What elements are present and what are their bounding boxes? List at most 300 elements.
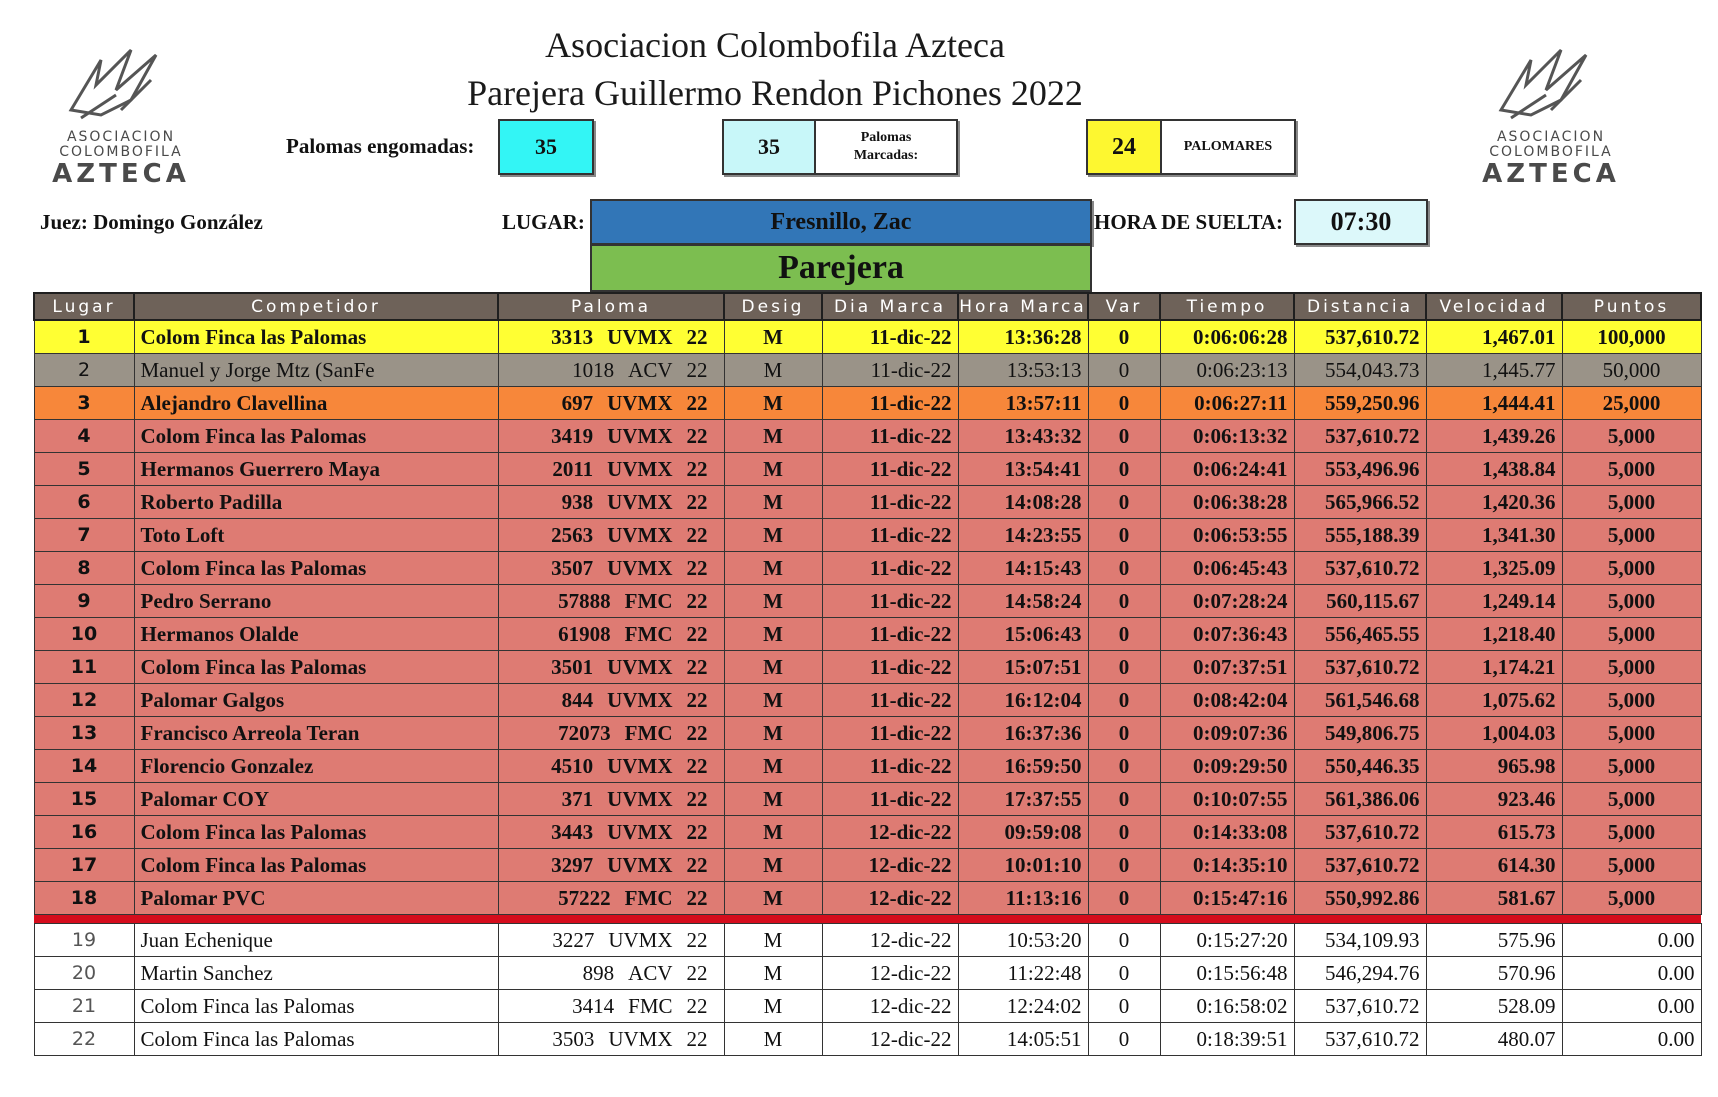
cell-distancia: 537,610.72 [1294, 651, 1426, 684]
cell-distancia: 537,610.72 [1294, 849, 1426, 882]
cell-dia-marca: 11-dic-22 [822, 486, 958, 519]
cell-velocidad: 1,249.14 [1426, 585, 1562, 618]
cell-competidor: Juan Echenique [134, 924, 498, 957]
cell-hora-marca: 13:36:28 [958, 320, 1088, 354]
cell-tiempo: 0:06:24:41 [1160, 453, 1294, 486]
paloma-num: 1018 [572, 357, 615, 382]
cell-var: 0 [1088, 1023, 1160, 1056]
cell-dia-marca: 11-dic-22 [822, 552, 958, 585]
paloma-ring [505, 490, 718, 515]
paloma-ring [505, 325, 718, 350]
cell-dia-marca: 12-dic-22 [822, 882, 958, 915]
cell-distancia: 554,043.73 [1294, 354, 1426, 387]
cell-distancia: 549,806.75 [1294, 717, 1426, 750]
paloma-yr: 22 [686, 1026, 708, 1051]
cell-desig: M [724, 882, 822, 915]
cell-var: 0 [1088, 882, 1160, 915]
cell-distancia: 546,294.76 [1294, 957, 1426, 990]
col-header-puntos: Puntos [1562, 293, 1701, 320]
paloma-num: 697 [561, 390, 594, 415]
cell-puntos: 5,000 [1562, 618, 1701, 651]
cell-hora-marca: 14:08:28 [958, 486, 1088, 519]
cell-dia-marca: 11-dic-22 [822, 453, 958, 486]
paloma-yr: 22 [686, 489, 708, 514]
cell-dia-marca: 12-dic-22 [822, 924, 958, 957]
cell-lugar: 20 [34, 957, 134, 990]
paloma-num: 61908 [558, 621, 611, 646]
paloma-org: UVMX [607, 654, 673, 679]
paloma-ring [505, 556, 718, 581]
points-cutoff-separator [34, 915, 1701, 924]
cell-distancia: 550,992.86 [1294, 882, 1426, 915]
cell-dia-marca: 11-dic-22 [822, 750, 958, 783]
cell-velocidad: 1,218.40 [1426, 618, 1562, 651]
cell-velocidad: 1,174.21 [1426, 651, 1562, 684]
col-header-velocidad: Velocidad [1426, 293, 1562, 320]
table-row [34, 882, 1701, 915]
cell-desig: M [724, 651, 822, 684]
paloma-org: UVMX [607, 522, 673, 547]
paloma-org: UVMX [607, 390, 673, 415]
lugar-label: LUGAR: [502, 210, 585, 234]
paloma-num: 4510 [551, 753, 594, 778]
cell-competidor: Colom Finca las Palomas [134, 552, 498, 585]
cell-competidor: Manuel y Jorge Mtz (SanFe [134, 354, 498, 387]
cell-var: 0 [1088, 320, 1160, 354]
cell-hora-marca: 12:24:02 [958, 990, 1088, 1023]
cell-lugar: 2 [34, 354, 134, 387]
cell-lugar: 16 [34, 816, 134, 849]
cell-velocidad: 528.09 [1426, 990, 1562, 1023]
cell-lugar: 11 [34, 651, 134, 684]
paloma-yr: 22 [686, 423, 708, 448]
cell-tiempo: 0:06:27:11 [1160, 387, 1294, 420]
cell-dia-marca: 12-dic-22 [822, 1023, 958, 1056]
cell-hora-marca: 16:37:36 [958, 717, 1088, 750]
cell-distancia: 534,109.93 [1294, 924, 1426, 957]
cell-competidor: Colom Finca las Palomas [134, 849, 498, 882]
cell-paloma [498, 849, 724, 882]
cell-dia-marca: 11-dic-22 [822, 684, 958, 717]
paloma-num: 3297 [551, 852, 594, 877]
cell-hora-marca: 14:58:24 [958, 585, 1088, 618]
cell-tiempo: 0:16:58:02 [1160, 990, 1294, 1023]
cell-tiempo: 0:15:27:20 [1160, 924, 1294, 957]
table-row [34, 585, 1701, 618]
paloma-yr: 22 [686, 588, 708, 613]
paloma-yr: 22 [686, 852, 708, 877]
cell-velocidad: 615.73 [1426, 816, 1562, 849]
paloma-yr: 22 [686, 621, 708, 646]
cell-hora-marca: 14:23:55 [958, 519, 1088, 552]
cell-paloma [498, 684, 724, 717]
cell-velocidad: 1,444.41 [1426, 387, 1562, 420]
col-header-competidor: Competidor [134, 293, 498, 320]
cell-paloma [498, 990, 724, 1023]
palomares-label [1160, 119, 1296, 175]
cell-desig: M [724, 990, 822, 1023]
cell-hora-marca: 17:37:55 [958, 783, 1088, 816]
paloma-ring [505, 424, 718, 449]
cell-competidor: Alejandro Clavellina [134, 387, 498, 420]
cell-hora-marca: 13:54:41 [958, 453, 1088, 486]
paloma-org: UVMX [607, 423, 673, 448]
paloma-num: 3414 [572, 993, 615, 1018]
paloma-org: FMC [624, 720, 673, 745]
cell-dia-marca: 11-dic-22 [822, 420, 958, 453]
col-header-dia-marca: Dia Marca [822, 293, 958, 320]
table-row [34, 420, 1701, 453]
cell-puntos: 5,000 [1562, 882, 1701, 915]
cell-paloma [498, 618, 724, 651]
logo-text-1: ASOCIACION [66, 129, 176, 145]
paloma-num: 3507 [551, 555, 594, 580]
cell-dia-marca: 11-dic-22 [822, 618, 958, 651]
cell-tiempo: 0:08:42:04 [1160, 684, 1294, 717]
cell-var: 0 [1088, 651, 1160, 684]
paloma-org: UVMX [607, 687, 673, 712]
paloma-org: FMC [624, 588, 673, 613]
cell-paloma [498, 354, 724, 387]
cell-paloma [498, 420, 724, 453]
cell-paloma [498, 924, 724, 957]
cell-var: 0 [1088, 783, 1160, 816]
paloma-num: 3443 [551, 819, 594, 844]
table-row [34, 816, 1701, 849]
cell-paloma [498, 882, 724, 915]
paloma-yr: 22 [686, 720, 708, 745]
cell-velocidad: 614.30 [1426, 849, 1562, 882]
cell-tiempo: 0:06:45:43 [1160, 552, 1294, 585]
cell-var: 0 [1088, 990, 1160, 1023]
cell-puntos: 5,000 [1562, 420, 1701, 453]
col-header-desig: Desig [724, 293, 822, 320]
cell-lugar: 3 [34, 387, 134, 420]
cell-tiempo: 0:06:38:28 [1160, 486, 1294, 519]
paloma-org: ACV [628, 960, 673, 985]
cell-dia-marca: 11-dic-22 [822, 585, 958, 618]
cell-hora-marca: 15:07:51 [958, 651, 1088, 684]
cell-var: 0 [1088, 816, 1160, 849]
cell-puntos: 0.00 [1562, 924, 1701, 957]
cell-hora-marca: 10:53:20 [958, 924, 1088, 957]
cell-puntos: 50,000 [1562, 354, 1701, 387]
cell-paloma [498, 387, 724, 420]
cell-desig: M [724, 453, 822, 486]
cell-lugar: 10 [34, 618, 134, 651]
cell-var: 0 [1088, 552, 1160, 585]
paloma-num: 2011 [552, 456, 594, 481]
cell-lugar: 15 [34, 783, 134, 816]
cell-tiempo: 0:09:07:36 [1160, 717, 1294, 750]
cell-puntos: 5,000 [1562, 585, 1701, 618]
paloma-num: 371 [561, 786, 594, 811]
logo-text-2: COLOMBOFILA [1489, 144, 1613, 160]
cell-competidor: Florencio Gonzalez [134, 750, 498, 783]
cell-lugar: 12 [34, 684, 134, 717]
cell-puntos: 5,000 [1562, 552, 1701, 585]
cell-velocidad: 1,075.62 [1426, 684, 1562, 717]
cell-var: 0 [1088, 420, 1160, 453]
paloma-ring [505, 754, 718, 779]
paloma-num: 72073 [558, 720, 611, 745]
paloma-ring [505, 358, 718, 383]
table-row [34, 354, 1701, 387]
cell-lugar: 7 [34, 519, 134, 552]
table-row [34, 990, 1701, 1023]
logo-text-3: AZTECA [52, 159, 190, 189]
page-title: Asociacion Colombofila Azteca [545, 25, 1005, 65]
cell-desig: M [724, 957, 822, 990]
table-row [34, 552, 1701, 585]
cell-hora-marca: 13:53:13 [958, 354, 1088, 387]
cell-lugar: 18 [34, 882, 134, 915]
cell-puntos: 5,000 [1562, 816, 1701, 849]
paloma-num: 57888 [558, 588, 611, 613]
cell-velocidad: 570.96 [1426, 957, 1562, 990]
cell-competidor: Colom Finca las Palomas [134, 816, 498, 849]
paloma-ring [505, 457, 718, 482]
cell-lugar: 22 [34, 1023, 134, 1056]
cell-desig: M [724, 486, 822, 519]
cell-distancia: 556,465.55 [1294, 618, 1426, 651]
cell-tiempo: 0:15:56:48 [1160, 957, 1294, 990]
table-row [34, 783, 1701, 816]
judge-label: Juez: Domingo González [40, 210, 263, 234]
table-row [34, 1023, 1701, 1056]
table-row [34, 849, 1701, 882]
cell-tiempo: 0:06:53:55 [1160, 519, 1294, 552]
cell-competidor: Palomar Galgos [134, 684, 498, 717]
cell-lugar: 5 [34, 453, 134, 486]
marcadas-label-2: Marcadas: [853, 148, 919, 163]
paloma-ring [505, 886, 718, 911]
cell-paloma [498, 1023, 724, 1056]
cell-var: 0 [1088, 684, 1160, 717]
cell-paloma [498, 453, 724, 486]
paloma-ring [505, 1027, 718, 1052]
cell-competidor: Palomar PVC [134, 882, 498, 915]
cell-desig: M [724, 783, 822, 816]
paloma-yr: 22 [686, 654, 708, 679]
cell-puntos: 5,000 [1562, 684, 1701, 717]
paloma-yr: 22 [686, 390, 708, 415]
cell-lugar: 14 [34, 750, 134, 783]
hora-suelta-value: 07:30 [1294, 199, 1428, 245]
cell-hora-marca: 16:59:50 [958, 750, 1088, 783]
cell-lugar: 19 [34, 924, 134, 957]
cell-competidor: Toto Loft [134, 519, 498, 552]
cell-puntos: 5,000 [1562, 651, 1701, 684]
table-row [34, 684, 1701, 717]
page-subtitle: Parejera Guillermo Rendon Pichones 2022 [467, 73, 1083, 113]
cell-hora-marca: 13:43:32 [958, 420, 1088, 453]
logo-text-3: AZTECA [1482, 159, 1620, 189]
cell-paloma [498, 957, 724, 990]
paloma-org: FMC [624, 885, 673, 910]
cell-competidor: Colom Finca las Palomas [134, 320, 498, 354]
cell-lugar: 4 [34, 420, 134, 453]
cell-distancia: 550,446.35 [1294, 750, 1426, 783]
cell-velocidad: 581.67 [1426, 882, 1562, 915]
cell-var: 0 [1088, 453, 1160, 486]
cell-desig: M [724, 816, 822, 849]
paloma-yr: 22 [686, 522, 708, 547]
cell-distancia: 537,610.72 [1294, 552, 1426, 585]
cell-paloma [498, 816, 724, 849]
cell-competidor: Roberto Padilla [134, 486, 498, 519]
cell-paloma [498, 750, 724, 783]
cell-puntos: 0.00 [1562, 990, 1701, 1023]
cell-velocidad: 1,438.84 [1426, 453, 1562, 486]
col-header-paloma: Paloma [498, 293, 724, 320]
table-header-row [34, 293, 1701, 320]
cell-paloma [498, 585, 724, 618]
cell-puntos: 5,000 [1562, 486, 1701, 519]
palomares-value: 24 [1086, 119, 1160, 175]
cell-competidor: Colom Finca las Palomas [134, 1023, 498, 1056]
paloma-org: UVMX [608, 1026, 673, 1051]
cell-desig: M [724, 924, 822, 957]
cell-puntos: 0.00 [1562, 1023, 1701, 1056]
cell-competidor: Francisco Arreola Teran [134, 717, 498, 750]
cell-var: 0 [1088, 519, 1160, 552]
paloma-ring [505, 523, 718, 548]
cell-hora-marca: 15:06:43 [958, 618, 1088, 651]
cell-dia-marca: 12-dic-22 [822, 849, 958, 882]
cell-distancia: 537,610.72 [1294, 1023, 1426, 1056]
cell-lugar: 8 [34, 552, 134, 585]
cell-desig: M [724, 519, 822, 552]
cell-velocidad: 575.96 [1426, 924, 1562, 957]
cell-hora-marca: 11:13:16 [958, 882, 1088, 915]
cell-hora-marca: 14:15:43 [958, 552, 1088, 585]
cell-hora-marca: 13:57:11 [958, 387, 1088, 420]
cell-desig: M [724, 684, 822, 717]
paloma-yr: 22 [686, 885, 708, 910]
cell-desig: M [724, 320, 822, 354]
table-row [34, 717, 1701, 750]
paloma-yr: 22 [686, 324, 708, 349]
cell-distancia: 561,386.06 [1294, 783, 1426, 816]
paloma-yr: 22 [686, 927, 708, 952]
cell-desig: M [724, 552, 822, 585]
cell-distancia: 559,250.96 [1294, 387, 1426, 420]
cell-var: 0 [1088, 585, 1160, 618]
cell-puntos: 0.00 [1562, 957, 1701, 990]
paloma-num: 2563 [551, 522, 594, 547]
cell-lugar: 6 [34, 486, 134, 519]
cell-distancia: 537,610.72 [1294, 320, 1426, 354]
cell-paloma [498, 486, 724, 519]
paloma-ring [505, 589, 718, 614]
cell-paloma [498, 717, 724, 750]
col-header-hora-marca: Hora Marca [958, 293, 1088, 320]
cell-distancia: 561,546.68 [1294, 684, 1426, 717]
doves-icon [61, 40, 181, 130]
engomadas-label: Palomas engomadas: [286, 134, 475, 158]
cell-desig: M [724, 750, 822, 783]
paloma-org: UVMX [607, 819, 673, 844]
cell-competidor: Colom Finca las Palomas [134, 420, 498, 453]
cell-velocidad: 923.46 [1426, 783, 1562, 816]
paloma-org: UVMX [607, 852, 673, 877]
results-table [33, 292, 1702, 1056]
cell-velocidad: 1,420.36 [1426, 486, 1562, 519]
paloma-num: 3313 [551, 324, 594, 349]
cell-dia-marca: 12-dic-22 [822, 957, 958, 990]
paloma-ring [505, 961, 718, 986]
lugar-value: Fresnillo, Zac [590, 199, 1092, 245]
cell-dia-marca: 11-dic-22 [822, 717, 958, 750]
cell-tiempo: 0:06:06:28 [1160, 320, 1294, 354]
paloma-ring [505, 688, 718, 713]
paloma-yr: 22 [686, 786, 708, 811]
paloma-org: FMC [624, 621, 673, 646]
cell-puntos: 5,000 [1562, 750, 1701, 783]
col-header-var: Var [1088, 293, 1160, 320]
paloma-num: 57222 [558, 885, 611, 910]
cell-paloma [498, 651, 724, 684]
marcadas-value: 35 [722, 119, 814, 175]
cell-dia-marca: 11-dic-22 [822, 354, 958, 387]
cell-tiempo: 0:07:37:51 [1160, 651, 1294, 684]
cell-dia-marca: 12-dic-22 [822, 990, 958, 1023]
paloma-org: UVMX [607, 324, 673, 349]
cell-desig: M [724, 387, 822, 420]
table-row [34, 486, 1701, 519]
marcadas-label [814, 119, 958, 175]
paloma-ring [505, 655, 718, 680]
table-row [34, 519, 1701, 552]
cell-velocidad: 1,341.30 [1426, 519, 1562, 552]
cell-velocidad: 1,467.01 [1426, 320, 1562, 354]
hora-suelta-label: HORA DE SUELTA: [1094, 210, 1284, 234]
paloma-org: UVMX [607, 753, 673, 778]
paloma-ring [505, 721, 718, 746]
cell-var: 0 [1088, 618, 1160, 651]
paloma-ring [505, 928, 718, 953]
cell-distancia: 537,610.72 [1294, 990, 1426, 1023]
cell-lugar: 21 [34, 990, 134, 1023]
cell-distancia: 555,188.39 [1294, 519, 1426, 552]
cell-var: 0 [1088, 387, 1160, 420]
cell-dia-marca: 11-dic-22 [822, 519, 958, 552]
col-header-distancia: Distancia [1294, 293, 1426, 320]
cell-velocidad: 1,004.03 [1426, 717, 1562, 750]
table-row [34, 453, 1701, 486]
doves-icon [1491, 40, 1611, 130]
paloma-ring [505, 391, 718, 416]
cell-puntos: 5,000 [1562, 717, 1701, 750]
table-row [34, 618, 1701, 651]
cell-hora-marca: 09:59:08 [958, 816, 1088, 849]
cell-lugar: 1 [34, 320, 134, 354]
table-row [34, 750, 1701, 783]
cell-distancia: 560,115.67 [1294, 585, 1426, 618]
cell-dia-marca: 11-dic-22 [822, 783, 958, 816]
cell-distancia: 553,496.96 [1294, 453, 1426, 486]
cell-dia-marca: 11-dic-22 [822, 387, 958, 420]
paloma-yr: 22 [686, 753, 708, 778]
paloma-org: UVMX [607, 555, 673, 580]
paloma-num: 3501 [551, 654, 594, 679]
logo-left [46, 40, 196, 190]
paloma-yr: 22 [686, 993, 708, 1018]
cell-puntos: 100,000 [1562, 320, 1701, 354]
cell-competidor: Martin Sanchez [134, 957, 498, 990]
cell-tiempo: 0:14:33:08 [1160, 816, 1294, 849]
